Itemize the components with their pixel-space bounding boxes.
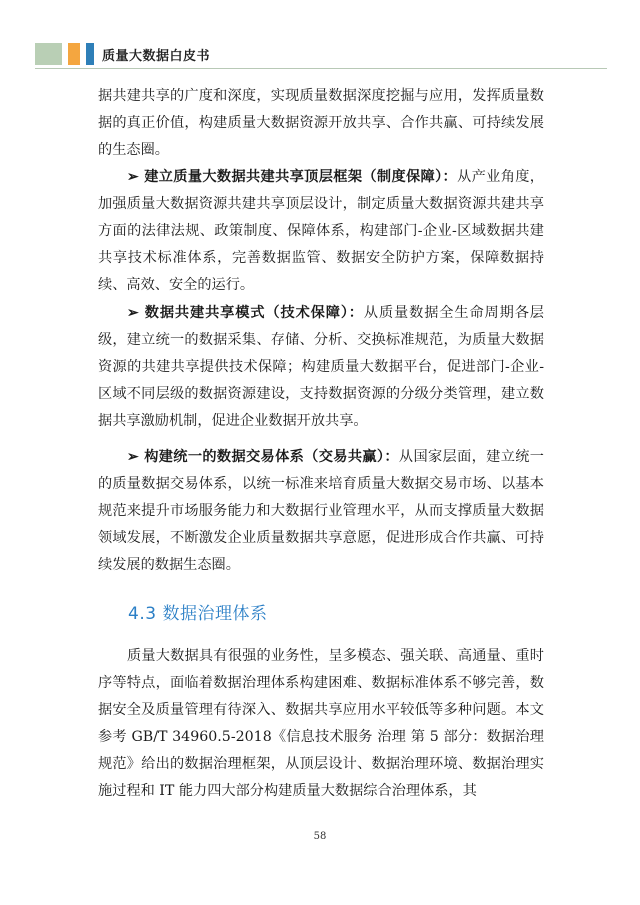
header-orange-block [68,43,80,65]
paragraph-0: 据共建共享的广度和深度，实现质量数据深度挖掘与应用，发挥质量数据的真正价值，构建质量大数据资源开放共享、合作共赢、可持续发展的生态圈。 [98,88,544,158]
bullet-marker-icon: ➢ [127,449,145,465]
header-green-block [35,43,62,65]
bullet-marker-icon: ➢ [127,169,145,185]
bullet-framework [98,164,544,299]
header-divider [35,68,607,69]
page-number: 58 [313,831,327,842]
paragraph-4: 质量大数据具有很强的业务性，呈多模态、强关联、高通量、重时序等特点，面临着数据治理体系构建困难、数据标准体系不够完善，数据安全及质量管理有待深入、数据共享应用水平较低等多种问题。本文参考 GB/T 34960.5-2018《信息技术服务 治理 第 5 部分：数据治理规范》给出的数据治理框架，从顶层设计、数据治理环境、数据治理实施过程和 IT 能力四大部分构建质量大数据综合治理体系，其 [98,648,544,799]
bullet-framework-title: 建立质量大数据共建共享顶层框架（制度保障）： [144,169,458,185]
bullet-sharing-mode [98,300,544,435]
paragraph-governance [98,643,544,805]
header-title: 质量大数据白皮书 [102,48,211,64]
section-heading-4-3: 4.3 数据治理体系 [128,604,268,624]
bullet-marker-icon: ➢ [127,305,145,321]
bullet-trading-text: 从国家层面，建立统一的质量数据交易体系，以统一标准来培育质量大数据交易市场、以基本规范来提升市场服务能力和大数据行业管理水平，从而支撑质量大数据领域发展，不断激发企业质量数据共享意愿，促进形成合作共赢、可持续发展的数据生态圈。 [98,449,544,573]
page-header [35,43,210,65]
bullet-sharing-title: 数据共建共享模式（技术保障）： [144,305,364,321]
bullet-framework-text: 从产业角度，加强质量大数据资源共建共享顶层设计，制定质量大数据资源共建共享方面的法律法规、政策制度、保障体系，构建部门-企业-区域数据共建共享技术标准体系，完善数据监管、数据安全防护方案，保障数据持续、高效、安全的运行。 [98,169,544,293]
paragraph-continuation [98,83,544,164]
header-blue-block [86,43,94,65]
bullet-sharing-text: 从质量数据全生命周期各层级，建立统一的数据采集、存储、分析、交换标准规范，为质量大数据资源的共建共享提供技术保障；构建质量大数据平台，促进部门-企业-区域不同层级的数据资源建设，支持数据资源的分级分类管理，建立数据共享激励机制，促进企业数据开放共享。 [98,305,544,429]
bullet-trading-title: 构建统一的数据交易体系（交易共赢）： [144,449,399,465]
bullet-trading-system [98,444,544,579]
